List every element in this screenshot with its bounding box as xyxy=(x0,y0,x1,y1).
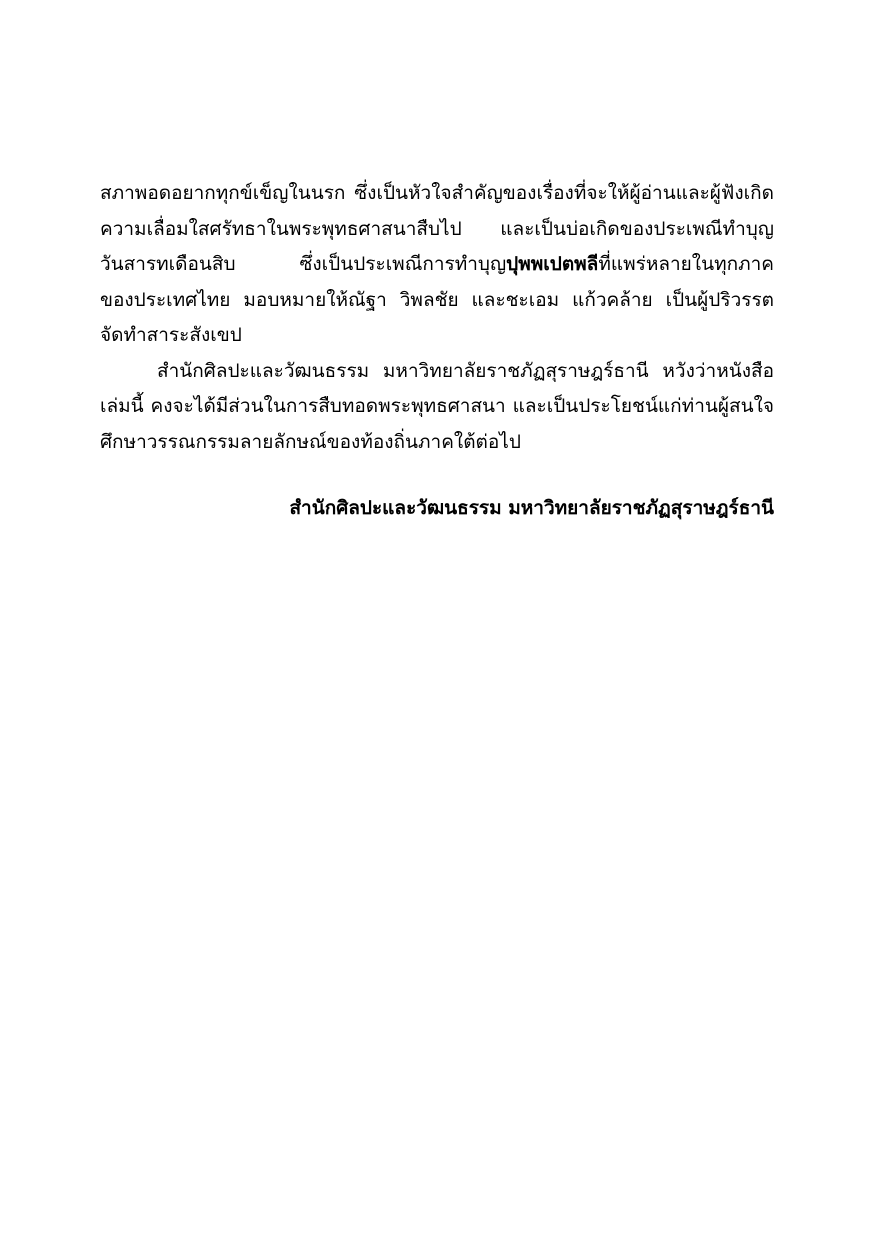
paragraph-1 xyxy=(100,176,774,354)
paragraph-1-line-4: ของประเทศไทย มอบหมายให้ณัฐา วิพลชัย และชะเอม แก้วคล้าย เป็นผู้ปริวรรต xyxy=(100,288,774,311)
emphasis-pubbapetabali: ปุพพเปตพลี xyxy=(506,253,599,275)
document-body xyxy=(100,176,774,460)
paragraph-2-line-3: ศึกษาวรรณกรรมลายลักษณ์ของท้องถิ่นภาคใต้ต่อไป xyxy=(100,430,521,453)
paragraph-1-line-2: ความเลื่อมใสศรัทธาในพระพุทธศาสนาสืบไป และเป็นบ่อเกิดของประเพณีทำบุญ xyxy=(100,217,774,240)
paragraph-1-line-5: จัดทำสาระสังเขป xyxy=(100,324,242,346)
paragraph-1-line-3-text-end: ที่แพร่หลายในทุกภาค xyxy=(598,253,774,275)
paragraph-2-line-2: เล่มนี้ คงจะได้มีส่วนในการสืบทอดพระพุทธศาสนา และเป็นประโยชน์แก่ท่านผู้สนใจ xyxy=(100,395,774,417)
paragraph-2 xyxy=(100,354,774,461)
paragraph-1-line-3 xyxy=(100,247,774,283)
paragraph-2-line-1: สำนักศิลปะและวัฒนธรรม มหาวิทยาลัยราชภัฏสุราษฎร์ธานี หวังว่าหนังสือ xyxy=(157,359,774,382)
paragraph-1-line-1: สภาพอดอยากทุกข์เข็ญในนรก ซึ่งเป็นหัวใจสำคัญของเรื่องที่จะให้ผู้อ่านและผู้ฟังเกิด xyxy=(100,182,774,204)
signature-organization: สำนักศิลปะและวัฒนธรรม มหาวิทยาลัยราชภัฏสุราษฎร์ธานี xyxy=(289,497,774,519)
paragraph-1-line-3-text-start: วันสารทเดือนสิบ ซึ่งเป็นประเพณีการทำบุญ xyxy=(100,253,507,275)
